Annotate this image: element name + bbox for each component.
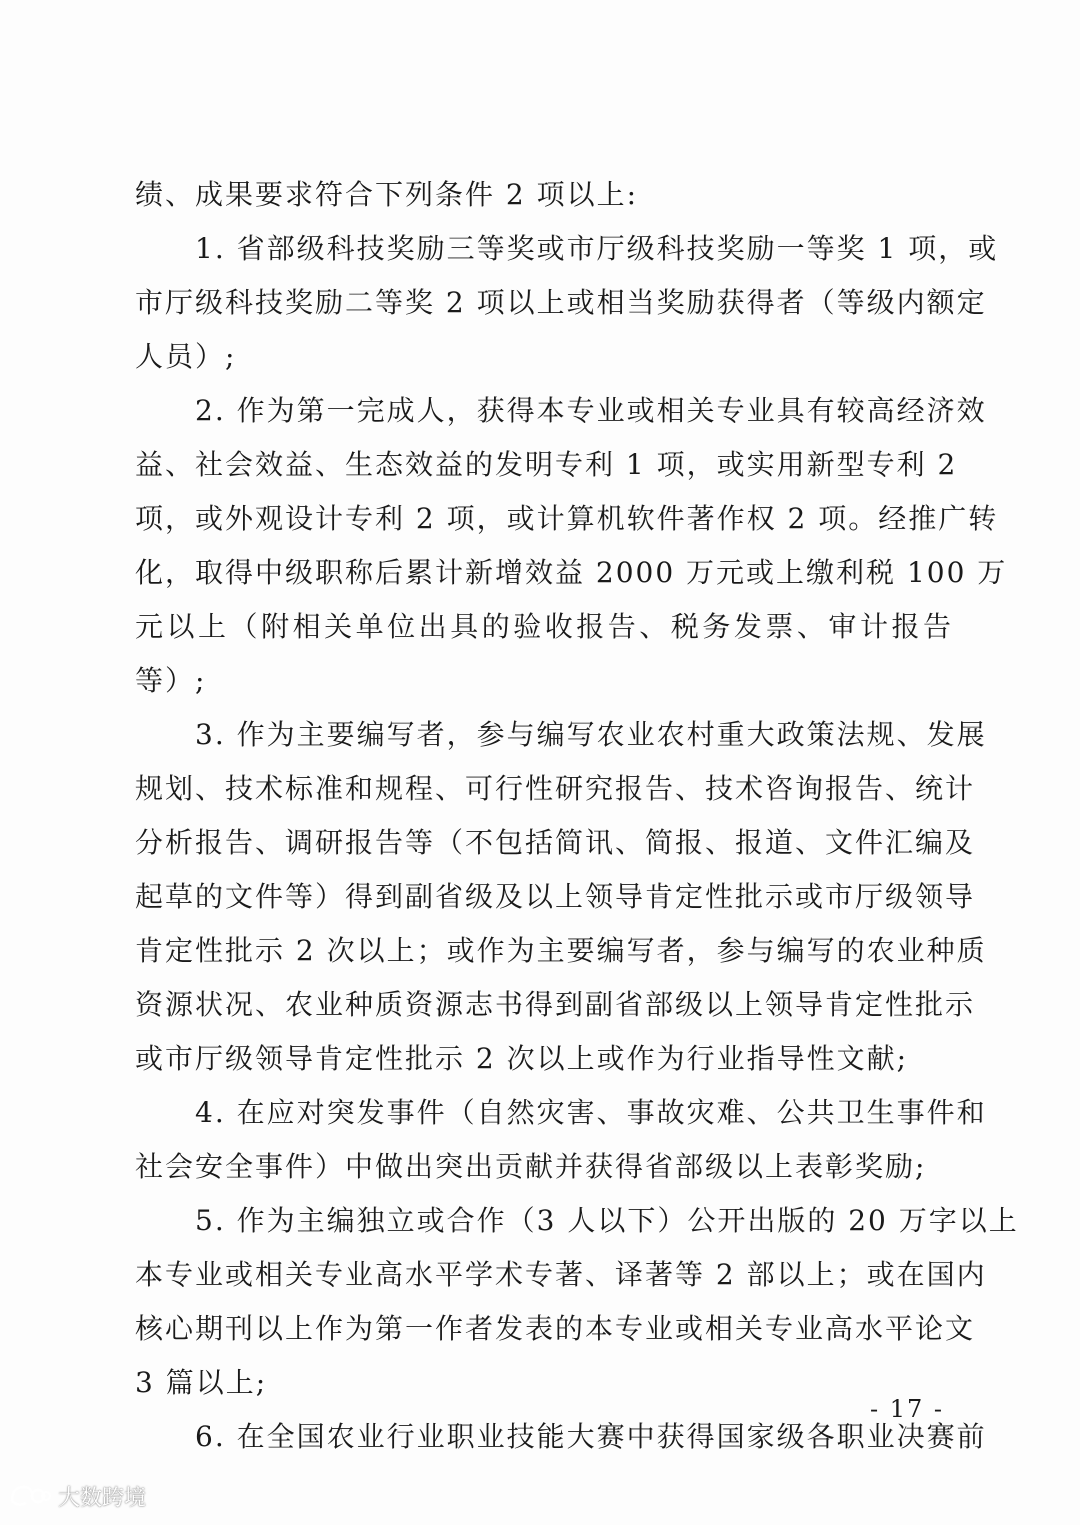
text-line: 规划、技术标准和规程、可行性研究报告、技术咨询报告、统计 (135, 772, 976, 805)
document-body (135, 168, 1019, 1464)
text-line: 或市厅级领导肯定性批示 2 次以上或作为行业指导性文献; (135, 1042, 909, 1075)
text-line: 3 篇以上; (135, 1366, 268, 1399)
text-line: 资源状况、农业种质资源志书得到副省部级以上领导肯定性批示 (135, 988, 976, 1021)
text-line: 4. 在应对突发事件（自然灾害、事故灾难、公共卫生事件和 (195, 1096, 987, 1129)
text-line: 肯定性批示 2 次以上；或作为主要编写者，参与编写的农业种质 (135, 934, 987, 967)
text-line: 项，或外观设计专利 2 项，或计算机软件著作权 2 项。经推广转 (135, 502, 999, 535)
watermark (8, 1478, 146, 1514)
text-line: 益、社会效益、生态效益的发明专利 1 项，或实用新型专利 2 (135, 448, 958, 481)
text-line: 3. 作为主要编写者，参与编写农业农村重大政策法规、发展 (195, 718, 987, 751)
text-line: 1. 省部级科技奖励三等奖或市厅级科技奖励一等奖 1 项，或 (195, 232, 999, 265)
brand-logo-icon (8, 1481, 52, 1511)
page-number: - 17 - (870, 1395, 945, 1423)
text-line: 核心期刊以上作为第一作者发表的本专业或相关专业高水平论文 (135, 1312, 976, 1345)
text-line: 起草的文件等）得到副省级及以上领导肯定性批示或市厅级领导 (135, 880, 976, 913)
text-line: 市厅级科技奖励二等奖 2 项以上或相当奖励获得者（等级内额定 (135, 286, 987, 319)
text-line: 社会安全事件）中做出突出贡献并获得省部级以上表彰奖励; (135, 1150, 927, 1183)
text-line: 本专业或相关专业高水平学术专著、译著等 2 部以上；或在国内 (135, 1258, 987, 1291)
text-line: 5. 作为主编独立或合作（3 人以下）公开出版的 20 万字以上 (195, 1204, 1019, 1237)
text-line: 等）; (135, 664, 207, 697)
text-line: 绩、成果要求符合下列条件 2 项以上: (135, 178, 639, 211)
text-line: 6. 在全国农业行业职业技能大赛中获得国家级各职业决赛前 (195, 1420, 987, 1453)
watermark-text: 大数跨境 (58, 1485, 147, 1511)
text-line: 人员）; (135, 340, 237, 373)
text-line: 元以上（附相关单位出具的验收报告、税务发票、审计报告 (135, 610, 953, 643)
text-line: 化，取得中级职称后累计新增效益 2000 万元或上缴利税 100 万 (135, 556, 1008, 589)
text-line: 2. 作为第一完成人，获得本专业或相关专业具有较高经济效 (195, 394, 987, 427)
text-line: 分析报告、调研报告等（不包括简讯、简报、报道、文件汇编及 (135, 826, 976, 859)
